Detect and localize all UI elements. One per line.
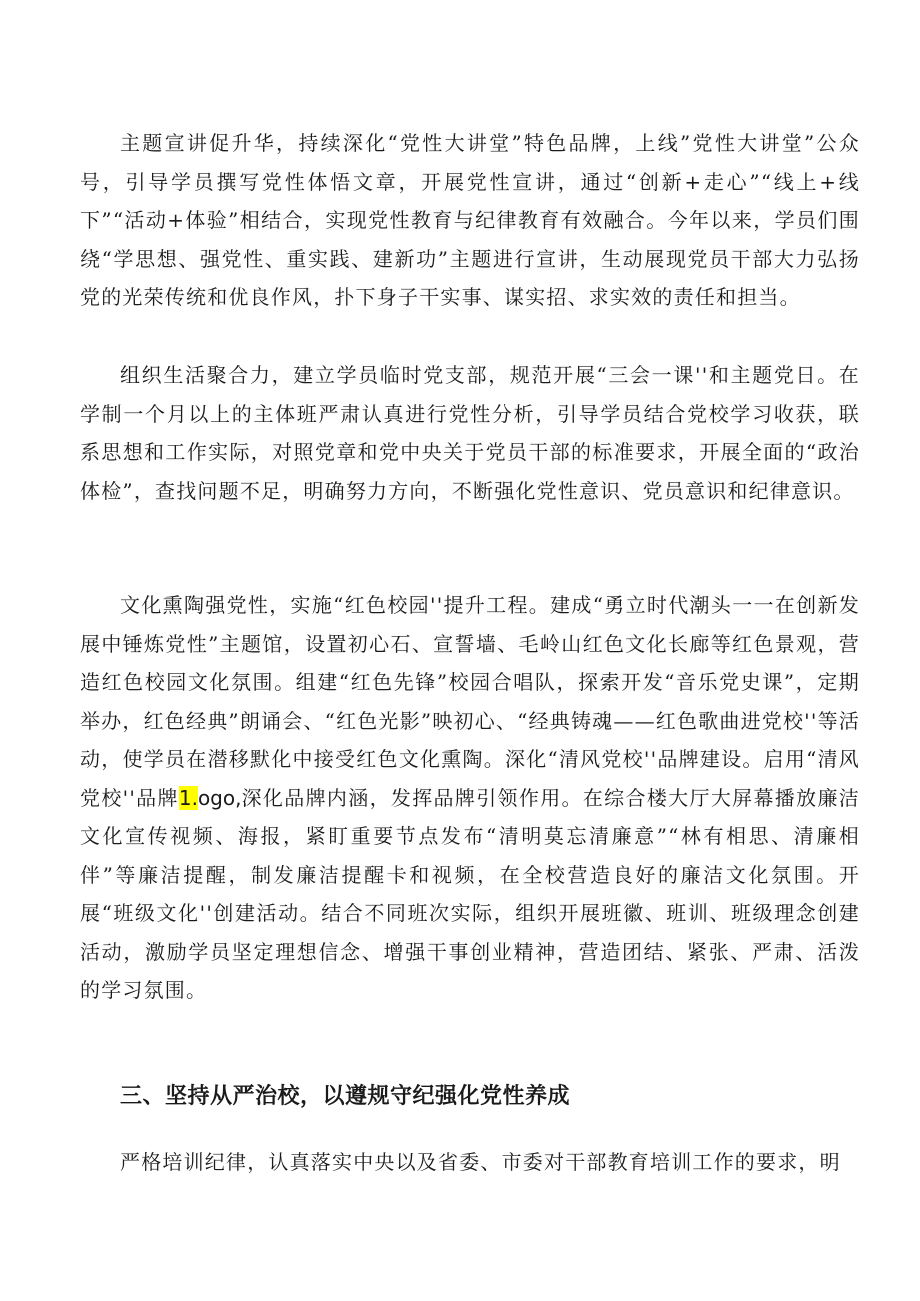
- highlighted-text: 1.: [178, 785, 198, 810]
- paragraph-culture-logo-text: ogo,: [197, 785, 242, 810]
- paragraph-theme-lecture: 主题宣讲促升华，持续深化“党性大讲堂”特色品牌，上线”党性大讲堂”公众号，引导学员撰写党性体悟文章，开展党性宣讲，通过“创新+走心”“线上+线下”“活动+体验”相结合，实现党性教育与纪律教育有效融合。今年以来，学员们围绕“学思想、强党性、重实践、建新功”主题进行宣讲，生动展现党员干部大力弘扬党的光荣传统和优良作风，扑下身子干实事、谋实招、求实效的责任和担当。: [80, 131, 860, 309]
- paragraph-culture: [80, 586, 860, 1010]
- paragraph-culture-part1: 文化熏陶强党性，实施“红色校园''提升工程。建成“勇立时代潮头一一在创新发展中锤炼党性”主题馆，设置初心石、宣誓墙、毛岭山红色文化长廊等红色景观，营造红色校园文化氛围。组建“红色先锋”校园合唱队，探索开发“音乐党史课”，定期举办，红色经典”朗诵会、“红色光影”映初心、“经典铸魂——红色歌曲进党校''等活动，使学员在潜移默化中接受红色文化熏陶。深化“清风党校''品牌建设。启用“清风党校''品牌: [80, 593, 860, 810]
- paragraph-training-discipline: 严格培训纪律，认真落实中央以及省委、市委对干部教育培训工作的要求，明: [120, 1150, 841, 1174]
- paragraph-culture-part2: 深化品牌内涵，发挥品牌引领作用。在综合楼大厅大屏幕播放廉洁文化宣传视频、海报，紧盯重要节点发布“清明莫忘清廉意”“林有相思、清廉相伴”等廉洁提醒，制发廉洁提醒卡和视频，在全校营造良好的廉洁文化氛围。开展“班级文化''创建活动。结合不同班次实际，组织开展班徽、班训、班级理念创建活动，激励学员坚定理想信念、增强干事创业精神，营造团结、紧张、严肃、活泼的学习氛围。: [80, 785, 860, 1002]
- section-heading: 三、坚持从严治校，以遵规守纪强化党性养成: [120, 1084, 571, 1109]
- paragraph-organization-life: 组织生活聚合力，建立学员临时党支部，规范开展“三会一课''和主题党日。在学制一个月以上的主体班严肃认真进行党性分析，引导学员结合党校学习收获，联系思想和工作实际，对照党章和党中央关于党员干部的标准要求，开展全面的“政治体检”，查找问题不足，明确努力方向，不断强化党性意识、党员意识和纪律意识。: [80, 363, 860, 503]
